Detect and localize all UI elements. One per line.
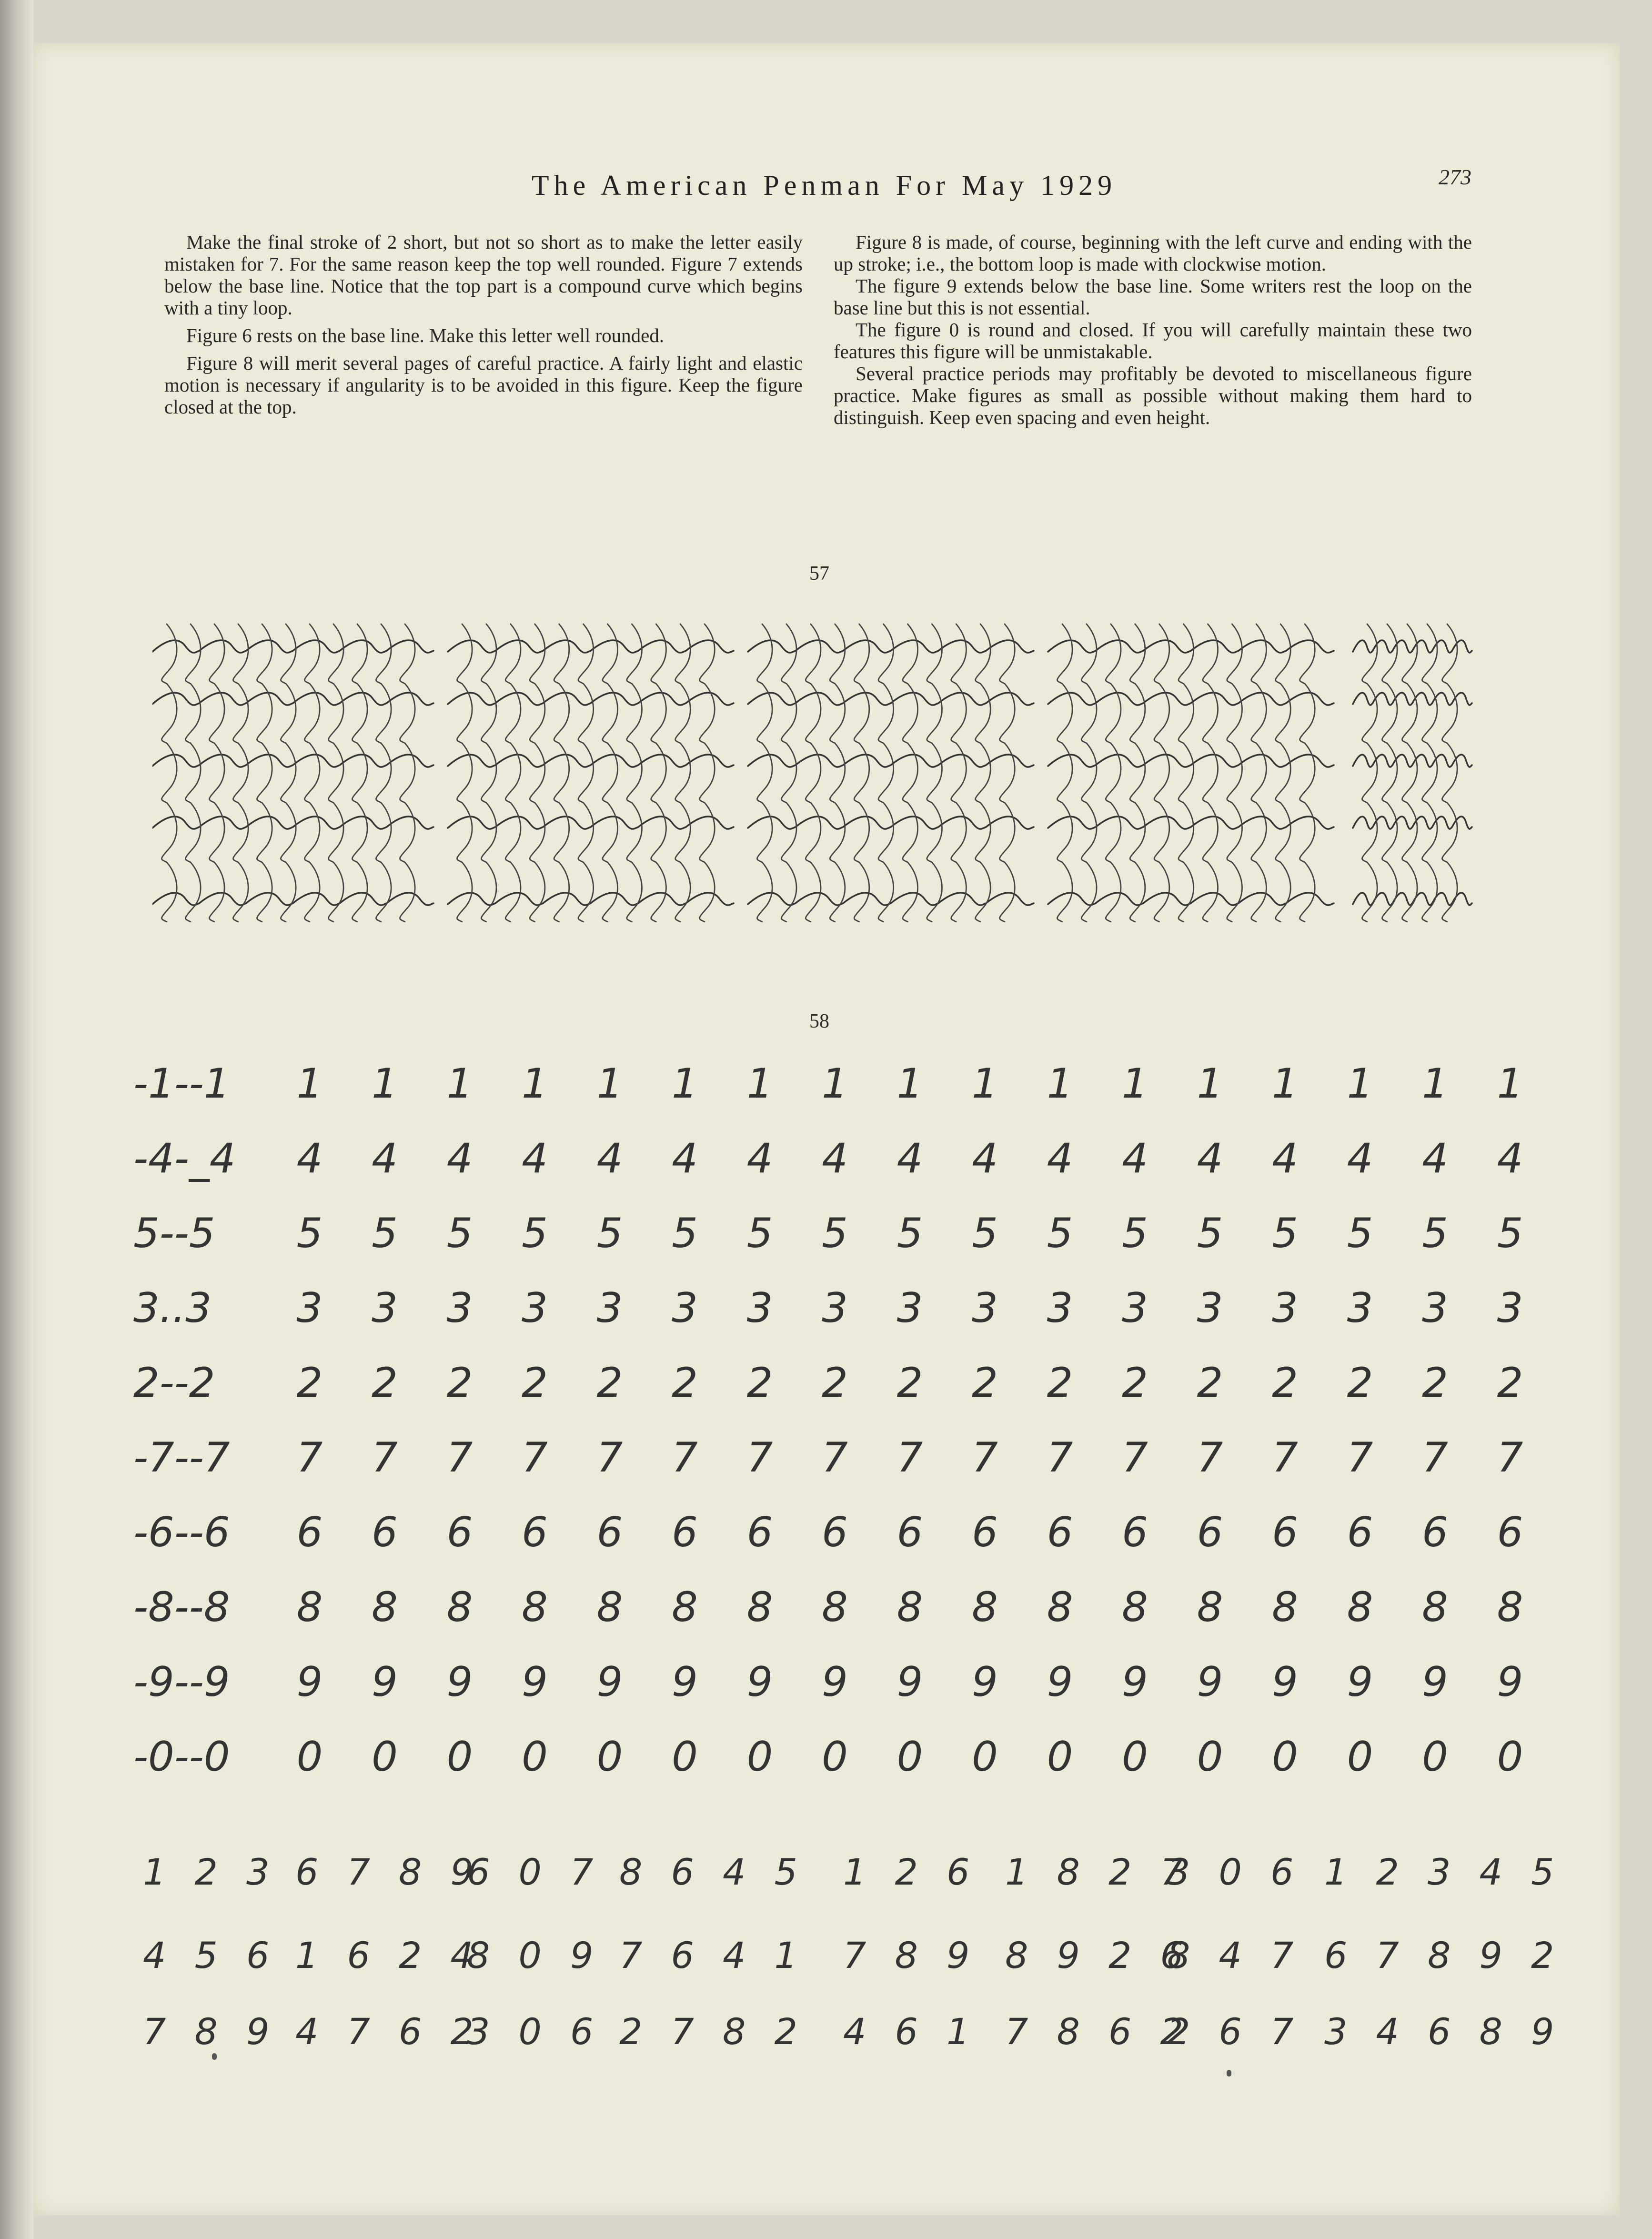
figure-glyph: 8 (1272, 1583, 1298, 1631)
row-lead-figure: 5--5 (133, 1210, 215, 1257)
figure-glyph: 3 (972, 1284, 998, 1332)
figure-glyph: 8 (897, 1583, 923, 1631)
figure-combination: 4 5 6 (143, 1934, 278, 1977)
figure-glyph: 9 (372, 1658, 398, 1706)
figure-glyph: 5 (822, 1210, 848, 1257)
figure-glyph: 0 (596, 1733, 623, 1781)
figure-glyph: 6 (1272, 1509, 1298, 1556)
figure-glyph: 3 (1347, 1284, 1373, 1332)
figure-glyph: 9 (1347, 1658, 1373, 1706)
figure-glyph: 6 (1197, 1509, 1223, 1556)
figure-glyph: 7 (446, 1434, 473, 1482)
figure-glyph: 2 (1047, 1359, 1073, 1407)
figure-glyph: 2 (1122, 1359, 1148, 1407)
figure-combination: 2 6 7 (1167, 2010, 1302, 2053)
figure-glyph: 6 (596, 1509, 623, 1556)
figure-glyph: 4 (296, 1135, 323, 1182)
running-head: The American Penman For May 1929 (531, 170, 1117, 201)
row-lead-figure: -8--8 (133, 1583, 230, 1631)
figure-glyph: 7 (596, 1434, 623, 1482)
figure-glyph: 3 (1122, 1284, 1148, 1332)
drill-block (152, 624, 433, 922)
figure-glyph: 2 (746, 1359, 773, 1407)
figure-glyph: 0 (1122, 1733, 1148, 1781)
figure-glyph: 5 (1047, 1210, 1073, 1257)
figure-glyph: 7 (372, 1434, 398, 1482)
left-text-column (164, 231, 803, 424)
figure-glyph: 4 (972, 1135, 998, 1182)
figure-glyph: 3 (1197, 1284, 1223, 1332)
figure-glyph: 7 (522, 1434, 548, 1482)
figure-glyph: 0 (672, 1733, 698, 1781)
figure-glyph: 8 (1122, 1583, 1148, 1631)
figure-glyph: 7 (1497, 1434, 1523, 1482)
drill-block (1048, 624, 1334, 922)
figure-glyph: 8 (522, 1583, 548, 1631)
figure-glyph: 2 (596, 1359, 623, 1407)
figure-combination: 3 0 6 (1167, 1851, 1302, 1893)
figure-glyph: 5 (1122, 1210, 1148, 1257)
figure-glyph: 7 (1347, 1434, 1373, 1482)
figure-glyph: 5 (972, 1210, 998, 1257)
figure-drill-row (133, 1583, 1523, 1636)
figure-glyph: 3 (1422, 1284, 1448, 1332)
figure-glyph: 1 (897, 1060, 923, 1108)
figure-glyph: 1 (1497, 1060, 1523, 1108)
figure-glyph: 7 (1122, 1434, 1148, 1482)
figure-glyph: 2 (1347, 1359, 1373, 1407)
figure-glyph: 4 (596, 1135, 623, 1182)
figure-glyph: 8 (1422, 1583, 1448, 1631)
figure-glyph: 6 (897, 1509, 923, 1556)
figure-glyph: 3 (1272, 1284, 1298, 1332)
figure-glyph: 8 (372, 1583, 398, 1631)
figure-glyph: 1 (1272, 1060, 1298, 1108)
figure-glyph: 4 (746, 1135, 773, 1182)
figure-glyph: 4 (672, 1135, 698, 1182)
figure-glyph: 6 (1347, 1509, 1373, 1556)
row-lead-figure: -6--6 (133, 1509, 230, 1556)
figure-combination: 1 2 3 (143, 1851, 278, 1893)
figure-glyph: 7 (972, 1434, 998, 1482)
figure-glyph: 0 (1197, 1733, 1223, 1781)
figure-glyph: 8 (1497, 1583, 1523, 1631)
figure-glyph: 1 (746, 1060, 773, 1108)
figure-drill-row (133, 1658, 1523, 1711)
figure-glyph: 7 (1272, 1434, 1298, 1482)
figure-glyph: 9 (822, 1658, 848, 1706)
drill-block (1353, 624, 1472, 922)
figure-combination: 8 6 4 5 (619, 1851, 806, 1893)
figure-glyph: 6 (296, 1509, 323, 1556)
figure-glyph: 4 (1347, 1135, 1373, 1182)
figure-glyph: 0 (972, 1733, 998, 1781)
figure-combination: 7 8 6 2 (1005, 2010, 1192, 2053)
figure-drill-row (133, 1135, 1523, 1187)
figure-glyph: 0 (446, 1733, 473, 1781)
figure-combination: 3 0 6 (467, 2010, 602, 2053)
figure-glyph: 8 (1347, 1583, 1373, 1631)
page-number: 273 (1439, 165, 1471, 189)
figure-combination: 8 4 7 (1167, 1934, 1302, 1977)
figure-glyph: 8 (672, 1583, 698, 1631)
figure-glyph: 7 (1197, 1434, 1223, 1482)
figure-glyph: 1 (672, 1060, 698, 1108)
figure-glyph: 3 (1497, 1284, 1523, 1332)
figure-glyph: 5 (1422, 1210, 1448, 1257)
figure-glyph: 5 (596, 1210, 623, 1257)
figure-glyph: 8 (822, 1583, 848, 1631)
ink-speck (1227, 2070, 1231, 2077)
figure-glyph: 4 (1422, 1135, 1448, 1182)
figure-glyph: 2 (522, 1359, 548, 1407)
figure-glyph: 9 (446, 1658, 473, 1706)
paragraph: Figure 8 will merit several pages of careful practice. A fairly light and elastic motion is necessary if angularity is to be avoided in this figure. Keep the figure closed at the top. (164, 352, 803, 418)
figure-combination: 7 8 9 (143, 2010, 278, 2053)
figure-glyph: 8 (1047, 1583, 1073, 1631)
figure-glyph: 1 (446, 1060, 473, 1108)
figure-combination: 8 9 2 6 (1005, 1934, 1192, 1977)
figure-glyph: 6 (522, 1509, 548, 1556)
plate-57-penmanship-drill (152, 619, 1496, 948)
figure-glyph: 5 (522, 1210, 548, 1257)
figure-combination: 6 0 7 (467, 1851, 602, 1893)
figure-glyph: 9 (1047, 1658, 1073, 1706)
figure-combination: 4 7 6 2 (295, 2010, 482, 2053)
figure-glyph: 8 (446, 1583, 473, 1631)
figure-glyph: 1 (822, 1060, 848, 1108)
figure-drill-row (133, 1434, 1523, 1486)
figure-glyph: 4 (372, 1135, 398, 1182)
figure-combination: 8 0 9 (467, 1934, 602, 1977)
figure-combination: 1 2 6 (843, 1851, 978, 1893)
figure-glyph: 7 (746, 1434, 773, 1482)
figure-glyph: 3 (446, 1284, 473, 1332)
figure-glyph: 7 (1047, 1434, 1073, 1482)
right-text-column (834, 231, 1472, 428)
figure-glyph: 2 (672, 1359, 698, 1407)
figure-glyph: 0 (1497, 1733, 1523, 1781)
figure-glyph: 1 (596, 1060, 623, 1108)
figure-glyph: 9 (1497, 1658, 1523, 1706)
figure-glyph: 9 (596, 1658, 623, 1706)
figure-glyph: 4 (522, 1135, 548, 1182)
figure-glyph: 5 (372, 1210, 398, 1257)
figure-glyph: 8 (1197, 1583, 1223, 1631)
paragraph: Several practice periods may profitably be devoted to miscellaneous figure practice. Make figures as small as possible without making them hard to distinguish. Keep even spacing and even height. (834, 363, 1472, 428)
figure-glyph: 5 (897, 1210, 923, 1257)
figure-glyph: 6 (672, 1509, 698, 1556)
figure-glyph: 1 (296, 1060, 323, 1108)
figure-drill-row (133, 1060, 1523, 1112)
figure-glyph: 6 (372, 1509, 398, 1556)
row-lead-figure: 3..3 (133, 1284, 212, 1332)
figure-glyph: 9 (1197, 1658, 1223, 1706)
row-lead-figure: -1--1 (133, 1060, 230, 1108)
figure-combination: 4 6 1 (843, 2010, 978, 2053)
figure-glyph: 9 (522, 1658, 548, 1706)
figure-glyph: 0 (1422, 1733, 1448, 1781)
figure-glyph: 9 (1122, 1658, 1148, 1706)
figure-glyph: 9 (296, 1658, 323, 1706)
figure-glyph: 5 (1497, 1210, 1523, 1257)
figure-combination: 7 8 9 (843, 1934, 978, 1977)
figure-glyph: 1 (1047, 1060, 1073, 1108)
figure-glyph: 1 (1197, 1060, 1223, 1108)
paragraph: Figure 6 rests on the base line. Make this letter well rounded. (186, 324, 665, 346)
paragraph: The figure 9 extends below the base line. Some writers rest the loop on the base line but this is not essential. (834, 275, 1472, 319)
row-lead-figure: -7--7 (133, 1434, 230, 1482)
figure-glyph: 0 (372, 1733, 398, 1781)
figure-drill-row (133, 1733, 1523, 1785)
figure-glyph: 3 (522, 1284, 548, 1332)
row-lead-figure: -9--9 (133, 1658, 230, 1706)
figure-glyph: 7 (672, 1434, 698, 1482)
figure-glyph: 4 (897, 1135, 923, 1182)
figure-combination: 6 7 8 9 2 (1324, 1934, 1563, 1977)
figure-glyph: 8 (746, 1583, 773, 1631)
figure-glyph: 1 (522, 1060, 548, 1108)
figure-drill-row (133, 1359, 1523, 1412)
figure-glyph: 3 (672, 1284, 698, 1332)
figure-glyph: 1 (372, 1060, 398, 1108)
figure-glyph: 2 (972, 1359, 998, 1407)
row-lead-figure: -4-_4 (133, 1135, 236, 1182)
figure-glyph: 6 (822, 1509, 848, 1556)
figure-glyph: 0 (897, 1733, 923, 1781)
figure-glyph: 3 (746, 1284, 773, 1332)
figure-glyph: 0 (1047, 1733, 1073, 1781)
figure-glyph: 3 (897, 1284, 923, 1332)
figure-glyph: 6 (446, 1509, 473, 1556)
figure-glyph: 3 (596, 1284, 623, 1332)
figure-glyph: 8 (972, 1583, 998, 1631)
figure-glyph: 5 (446, 1210, 473, 1257)
figure-glyph: 9 (746, 1658, 773, 1706)
figure-glyph: 9 (1272, 1658, 1298, 1706)
figure-glyph: 8 (296, 1583, 323, 1631)
figure-glyph: 0 (1347, 1733, 1373, 1781)
figure-glyph: 5 (296, 1210, 323, 1257)
figure-glyph: 0 (296, 1733, 323, 1781)
figure-glyph: 0 (822, 1733, 848, 1781)
figure-glyph: 0 (1272, 1733, 1298, 1781)
figure-glyph: 2 (1272, 1359, 1298, 1407)
figure-combination: 1 8 2 7 (1005, 1851, 1192, 1893)
plate-58-label: 58 (809, 1010, 829, 1032)
figure-glyph: 2 (897, 1359, 923, 1407)
figure-glyph: 5 (1347, 1210, 1373, 1257)
figure-glyph: 5 (746, 1210, 773, 1257)
figure-glyph: 9 (672, 1658, 698, 1706)
figure-glyph: 5 (1197, 1210, 1223, 1257)
figure-glyph: 7 (822, 1434, 848, 1482)
figure-combination: 1 6 2 4 (295, 1934, 482, 1977)
figure-glyph: 9 (972, 1658, 998, 1706)
figure-glyph: 6 (1047, 1509, 1073, 1556)
figure-glyph: 6 (1422, 1509, 1448, 1556)
figure-combination: 3 4 6 8 9 (1324, 2010, 1563, 2053)
figure-glyph: 6 (1122, 1509, 1148, 1556)
figure-glyph: 4 (446, 1135, 473, 1182)
figure-combination: 2 7 8 2 (619, 2010, 806, 2053)
figure-drill-row (133, 1210, 1523, 1262)
figure-glyph: 9 (897, 1658, 923, 1706)
paragraph: Make the final stroke of 2 short, but not so short as to make the letter easily mistaken for 7. For the same reason keep the top well rounded. Figure 7 extends below the base line. Notice that the top part is a compound curve which begins with a tiny loop. (164, 231, 803, 319)
drill-block (748, 624, 1034, 922)
paragraph: The figure 0 is round and closed. If you will carefully maintain these two features this figure will be unmistakable. (834, 319, 1472, 363)
figure-glyph: 7 (897, 1434, 923, 1482)
figure-glyph: 2 (372, 1359, 398, 1407)
figure-glyph: 4 (1122, 1135, 1148, 1182)
figure-glyph: 3 (372, 1284, 398, 1332)
figure-glyph: 8 (596, 1583, 623, 1631)
plate-57-label: 57 (809, 563, 829, 585)
ink-speck (212, 2053, 217, 2060)
figure-glyph: 6 (1497, 1509, 1523, 1556)
figure-drill-row (133, 1509, 1523, 1561)
binding-edge (0, 0, 33, 2239)
figure-glyph: 0 (746, 1733, 773, 1781)
figure-glyph: 3 (296, 1284, 323, 1332)
figure-combination: 7 6 4 1 (619, 1934, 806, 1977)
figure-glyph: 0 (522, 1733, 548, 1781)
figure-glyph: 1 (1347, 1060, 1373, 1108)
figure-glyph: 2 (446, 1359, 473, 1407)
figure-glyph: 2 (1197, 1359, 1223, 1407)
figure-drill-row (133, 1284, 1523, 1337)
page-header (0, 165, 1652, 207)
paragraph: Figure 8 is made, of course, beginning with the left curve and ending with the up stroke; i.e., the bottom loop is made with clockwise motion. (834, 231, 1472, 275)
figure-glyph: 4 (1497, 1135, 1523, 1182)
figure-glyph: 4 (1272, 1135, 1298, 1182)
figure-glyph: 7 (1422, 1434, 1448, 1482)
figure-glyph: 9 (1422, 1658, 1448, 1706)
figure-combination: 1 2 3 4 5 (1324, 1851, 1563, 1893)
figure-glyph: 1 (1122, 1060, 1148, 1108)
figure-glyph: 5 (1272, 1210, 1298, 1257)
figure-glyph: 5 (672, 1210, 698, 1257)
figure-glyph: 6 (746, 1509, 773, 1556)
figure-combination: 6 7 8 9 (295, 1851, 482, 1893)
row-lead-figure: -0--0 (133, 1733, 230, 1781)
figure-glyph: 6 (972, 1509, 998, 1556)
figure-glyph: 4 (1047, 1135, 1073, 1182)
row-lead-figure: 2--2 (133, 1359, 215, 1407)
figure-glyph: 2 (1497, 1359, 1523, 1407)
drill-block (448, 624, 734, 922)
figure-glyph: 3 (822, 1284, 848, 1332)
figure-glyph: 2 (296, 1359, 323, 1407)
figure-glyph: 1 (972, 1060, 998, 1108)
figure-glyph: 2 (1422, 1359, 1448, 1407)
figure-glyph: 1 (1422, 1060, 1448, 1108)
figure-glyph: 3 (1047, 1284, 1073, 1332)
figure-glyph: 4 (1197, 1135, 1223, 1182)
figure-glyph: 4 (822, 1135, 848, 1182)
figure-glyph: 2 (822, 1359, 848, 1407)
figure-glyph: 7 (296, 1434, 323, 1482)
